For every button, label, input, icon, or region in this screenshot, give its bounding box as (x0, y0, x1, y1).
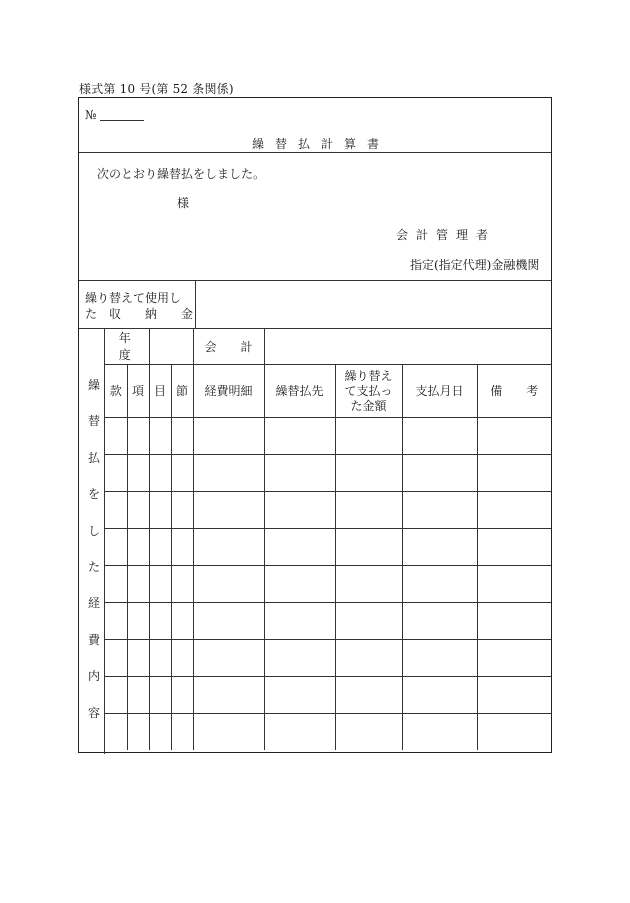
amount-header-line3: た金額 (350, 398, 387, 413)
cell-payee[interactable] (264, 714, 335, 751)
table-row (105, 640, 551, 677)
cell-payee[interactable] (264, 529, 335, 566)
cell-kou[interactable] (127, 529, 149, 566)
cell-kou[interactable] (127, 492, 149, 529)
expense-content-vertical-label (83, 328, 105, 754)
cell-pay-date[interactable] (402, 603, 477, 640)
cell-pay-date[interactable] (402, 566, 477, 603)
cell-pay-date[interactable] (402, 418, 477, 455)
table-row (105, 529, 551, 566)
cell-moku[interactable] (149, 603, 171, 640)
cell-remarks[interactable] (477, 640, 551, 677)
cell-amount[interactable] (335, 714, 402, 751)
document-title: 繰替払計算書 (251, 137, 390, 151)
cell-kan[interactable] (105, 492, 127, 529)
cell-kou[interactable] (127, 418, 149, 455)
cell-kou[interactable] (127, 603, 149, 640)
amount-header-line2: て支払っ (344, 383, 393, 398)
col-kan-header: 款 (105, 365, 127, 418)
cell-moku[interactable] (149, 455, 171, 492)
col-moku-header: 目 (149, 365, 171, 418)
col-kou-header: 項 (127, 365, 149, 418)
number-label: № (85, 108, 97, 122)
table-row (105, 677, 551, 714)
cell-kan[interactable] (105, 640, 127, 677)
cell-amount[interactable] (335, 455, 402, 492)
number-blank[interactable] (100, 120, 144, 121)
cell-expense-detail[interactable] (193, 418, 264, 455)
cell-pay-date[interactable] (402, 455, 477, 492)
cell-amount[interactable] (335, 566, 402, 603)
expense-table (105, 328, 551, 750)
cell-setsu[interactable] (171, 640, 193, 677)
cell-remarks[interactable] (477, 566, 551, 603)
cell-amount[interactable] (335, 529, 402, 566)
cell-kou[interactable] (127, 455, 149, 492)
cell-moku[interactable] (149, 492, 171, 529)
cell-pay-date[interactable] (402, 492, 477, 529)
cell-kan[interactable] (105, 603, 127, 640)
cell-remarks[interactable] (477, 492, 551, 529)
calculation-form (78, 97, 552, 753)
table-row (105, 492, 551, 529)
vertical-char: 容 (87, 706, 100, 720)
col-remarks-header: 備 考 (477, 365, 551, 418)
table-row (105, 418, 551, 455)
year-value-cell[interactable] (149, 328, 193, 365)
vertical-char: 経 (87, 596, 100, 610)
vertical-char: 替 (87, 414, 100, 428)
cell-amount[interactable] (335, 677, 402, 714)
cell-expense-detail[interactable] (193, 529, 264, 566)
cell-moku[interactable] (149, 529, 171, 566)
table-row (105, 714, 551, 751)
cell-pay-date[interactable] (402, 677, 477, 714)
table-row (105, 365, 551, 418)
vertical-char: た (87, 560, 100, 574)
cell-moku[interactable] (149, 418, 171, 455)
divider (79, 280, 551, 281)
vertical-char: 費 (87, 633, 100, 647)
amount-header-line1: 繰り替え (344, 368, 393, 383)
bank-label: 指定(指定代理)金融機関 (410, 258, 540, 272)
revenue-label (85, 290, 193, 322)
cell-expense-detail[interactable] (193, 714, 264, 751)
cell-kou[interactable] (127, 640, 149, 677)
form-number-label: 様式第 10 号(第 52 条関係) (79, 82, 234, 96)
cell-payee[interactable] (264, 677, 335, 714)
cell-remarks[interactable] (477, 529, 551, 566)
cell-pay-date[interactable] (402, 529, 477, 566)
vertical-char: を (87, 487, 100, 501)
cell-remarks[interactable] (477, 714, 551, 751)
cell-expense-detail[interactable] (193, 455, 264, 492)
cell-kan[interactable] (105, 418, 127, 455)
cell-kou[interactable] (127, 714, 149, 751)
revenue-label-line1: 繰り替えて使用し (85, 291, 182, 305)
cell-setsu[interactable] (171, 677, 193, 714)
col-setsu-header: 節 (171, 365, 193, 418)
addressee-suffix: 様 (177, 196, 190, 210)
cell-pay-date[interactable] (402, 714, 477, 751)
cell-remarks[interactable] (477, 455, 551, 492)
cell-moku[interactable] (149, 640, 171, 677)
cell-remarks[interactable] (477, 418, 551, 455)
cell-pay-date[interactable] (402, 640, 477, 677)
cell-remarks[interactable] (477, 677, 551, 714)
cell-payee[interactable] (264, 603, 335, 640)
cell-kan[interactable] (105, 714, 127, 751)
cell-payee[interactable] (264, 640, 335, 677)
cell-setsu[interactable] (171, 455, 193, 492)
col-pay-date-header: 支払月日 (402, 365, 477, 418)
vertical-char: 内 (87, 669, 100, 683)
divider (79, 152, 551, 153)
cell-expense-detail[interactable] (193, 640, 264, 677)
vertical-char: 繰 (87, 378, 100, 392)
intro-text: 次のとおり繰替払をしました。 (97, 167, 266, 181)
vertical-char: し (87, 524, 100, 538)
year-header: 年 度 (105, 328, 149, 365)
cell-kou[interactable] (127, 677, 149, 714)
cell-amount[interactable] (335, 492, 402, 529)
cell-moku[interactable] (149, 714, 171, 751)
cell-setsu[interactable] (171, 529, 193, 566)
cell-setsu[interactable] (171, 418, 193, 455)
cell-expense-detail[interactable] (193, 492, 264, 529)
cell-remarks[interactable] (477, 603, 551, 640)
cell-kan[interactable] (105, 455, 127, 492)
cell-setsu[interactable] (171, 714, 193, 751)
cell-moku[interactable] (149, 677, 171, 714)
account-value-cell[interactable] (264, 328, 551, 365)
table-row (105, 455, 551, 492)
cell-kou[interactable] (127, 566, 149, 603)
cell-expense-detail[interactable] (193, 603, 264, 640)
cell-moku[interactable] (149, 566, 171, 603)
cell-payee[interactable] (264, 566, 335, 603)
cell-expense-detail[interactable] (193, 566, 264, 603)
cell-setsu[interactable] (171, 492, 193, 529)
cell-kan[interactable] (105, 677, 127, 714)
cell-amount[interactable] (335, 640, 402, 677)
cell-payee[interactable] (264, 492, 335, 529)
cell-amount[interactable] (335, 603, 402, 640)
col-payee-header: 繰替払先 (264, 365, 335, 418)
col-expense-detail-header: 経費明細 (193, 365, 264, 418)
account-header: 会 計 (193, 328, 264, 365)
revenue-label-line2: た 収 納 金 (85, 307, 194, 321)
cell-payee[interactable] (264, 455, 335, 492)
accounting-officer: 会計管理者 (396, 228, 497, 242)
col-amount-header (335, 365, 402, 418)
vertical-char: 払 (87, 451, 100, 465)
cell-expense-detail[interactable] (193, 677, 264, 714)
cell-kan[interactable] (105, 529, 127, 566)
table-row (105, 328, 551, 365)
cell-setsu[interactable] (171, 603, 193, 640)
cell-amount[interactable] (335, 418, 402, 455)
revenue-separator (195, 280, 196, 328)
table-row (105, 603, 551, 640)
table-row (105, 566, 551, 603)
cell-setsu[interactable] (171, 566, 193, 603)
cell-payee[interactable] (264, 418, 335, 455)
cell-kan[interactable] (105, 566, 127, 603)
